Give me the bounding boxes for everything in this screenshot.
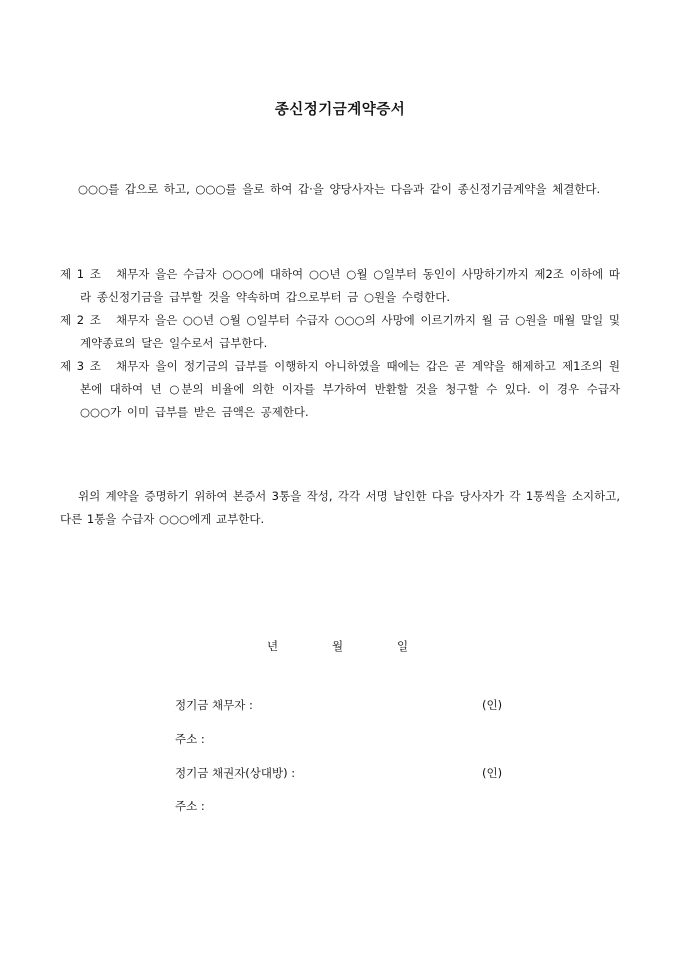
debtor-address-label: 주소 : [175, 732, 205, 746]
date-day-label: 일 [397, 639, 409, 653]
articles-section [60, 263, 620, 424]
article-number: 제 2 조 [60, 313, 101, 327]
article-3 [60, 355, 620, 424]
document-title: 종신정기금계약증서 [274, 102, 406, 118]
article-text: 채무자 을은 ○○년 ○월 ○일부터 수급자 ○○○의 사망에 이르기까지 월 금 ○원을 매월 말일 및 계약종료의 달은 일수로서 급부한다. [80, 313, 620, 350]
closing-paragraph: 위의 계약을 증명하기 위하여 본증서 3통을 작성, 각각 서명 날인한 다음 당사자가 각 1통씩을 소지하고, 다른 1통을 수급자 ○○○에게 교부한다. [60, 489, 620, 526]
intro-paragraph: ○○○를 갑으로 하고, ○○○를 을로 하여 갑·을 양당사자는 다음과 같이 종신정기금계약을 체결한다. [78, 182, 601, 196]
signature-creditor [175, 765, 515, 785]
debtor-seal: (인) [482, 698, 503, 712]
debtor-label: 정기금 채무자 : [175, 698, 253, 712]
creditor-address-label: 주소 : [175, 799, 205, 813]
date-month-label: 월 [332, 639, 344, 653]
signature-debtor [175, 697, 515, 717]
article-number: 제 3 조 [60, 359, 101, 373]
date-line [0, 638, 680, 658]
article-1 [60, 263, 620, 309]
article-2 [60, 309, 620, 355]
date-year-label: 년 [267, 639, 279, 653]
creditor-label: 정기금 채권자(상대방) : [175, 766, 296, 780]
article-text: 채무자 을이 정기금의 급부를 이행하지 아니하였을 때에는 갑은 곧 계약을 해제하고 제1조의 원본에 대하여 년 ○분의 비율에 의한 이자를 부가하여 반환할 것을 청구할 수 있다. 이 경우 수급자 ○○○가 이미 급부를 받은 금액은 공제한다. [80, 359, 620, 419]
signature-creditor-address [175, 798, 515, 818]
signature-debtor-address [175, 731, 515, 751]
article-text: 채무자 을은 수급자 ○○○에 대하여 ○○년 ○월 ○일부터 동인이 사망하기까지 제2조 이하에 따라 종신정기금을 급부할 것을 약속하며 갑으로부터 금 ○원을 수령한다. [80, 267, 620, 304]
creditor-seal: (인) [482, 766, 503, 780]
article-number: 제 1 조 [60, 267, 101, 281]
